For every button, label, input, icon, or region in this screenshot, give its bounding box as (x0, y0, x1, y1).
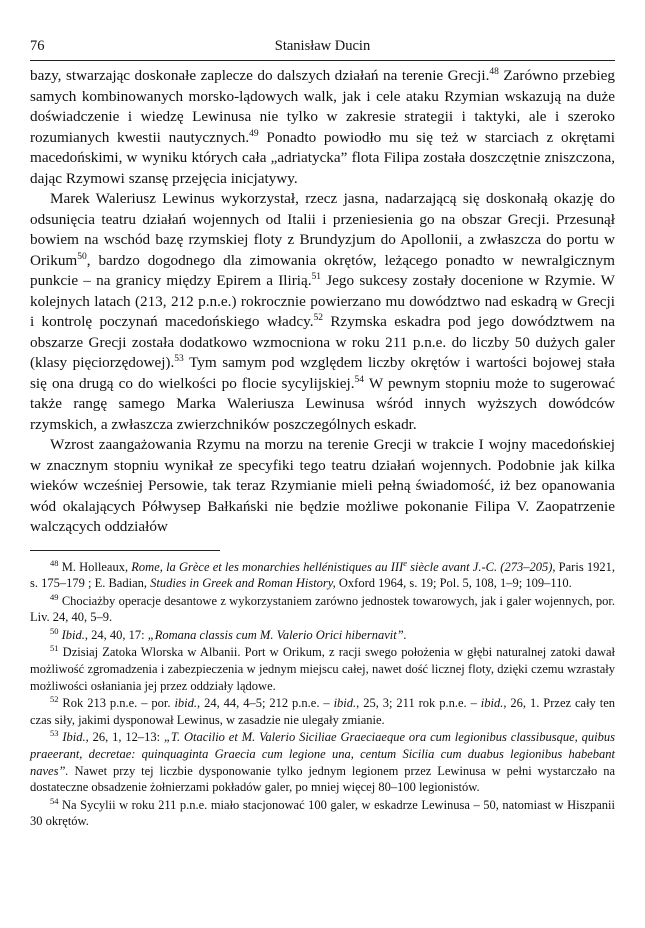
footnote-53: $^{53}$ Ibid., 26, 1, 12–13: „T. Otacilio et M. Valerio Siciliae Graeciaeque ora cum legionibus classibusque, quibus praeerant, decretae: quinquaginta Graecia cum legione una, centum Sicilia cum duabus legionibus habebant naves”. Nawet przy tej liczbie dysponowanie tylko jednym legionem przez Lewinusa w pełni wystarczało na dostateczne obsadzenie żołnierzami pokładów galer, po mniej więcej 80–100 legionistów. (30, 728, 615, 795)
header-rule (30, 60, 615, 61)
page-number: 76 (30, 38, 45, 54)
footnote-ref: 49 (249, 128, 259, 139)
paragraph-1: bazy, stwarzając doskonałe zaplecze do dalszych działań na terenie Grecji.$^{48}$ Zarówno przebieg samych kombinowanych morsko-lądowych walk, jak i cele ataku Rzymian wskazują na duże doświadczenie i wiedzę Lewinusa nie tylko w zakresie strategii i taktyki, ale i szeroko rozumianych kwestii nautycznych.$^{49}$ Ponadto powiodło mu się też w starciach z okrętami macedońskimi, w wyniku których cała „adriatycka” flota Filipa została doszczętnie zniszczona, dając Rzymowi szansę przejęcia inicjatywy. (30, 66, 615, 187)
page-header (30, 38, 615, 58)
footnote-51: $^{51}$ Dzisiaj Zatoka Wlorska w Albanii. Port w Orikum, z racji swego położenia w głębi naturalnej zatoki dawał możliwość zgromadzenia i zabezpieczenia w jednym miejscu całej, nawet dość licznej floty, dzięki czemu wzrastały możliwości osłaniania jej przez oddziały lądowe. (30, 643, 615, 693)
footnote-ref: 48 (489, 66, 499, 77)
footnote-ref: 54 (354, 374, 365, 385)
footnote-49: $^{49}$ Chociażby operacje desantowe z wykorzystaniem zarówno jednostek towarowych, jak i galer wojennych, por. Liv. 24, 40, 5–9. (30, 591, 615, 625)
book-page (30, 38, 615, 831)
footnotes (30, 559, 615, 831)
running-title: Stanisław Ducin (274, 38, 371, 54)
footnote-50: $^{50}$ Ibid., 24, 40, 17: „Romana classis cum M. Valerio Orici hibernavit”. (50, 625, 407, 642)
footnote-54: $^{54}$ Na Sycylii w roku 211 p.n.e. miało stacjonować 100 galer, w eskadrze Lewinusa – 50, natomiast w Hiszpanii 30 okrętów. (30, 795, 615, 829)
footnote-ref: 50 (77, 251, 87, 262)
footnote-52: $^{52}$ Rok 213 p.n.e. – por. ibid., 24, 44, 4–5; 212 p.n.e. – ibid., 25, 3; 211 rok p.n.e. – ibid., 26, 1. Przez cały ten czas siły, jakimi dysponował Lewinus, w zasadzie nie ulegały zmianie. (30, 694, 615, 727)
footnote-ref: 52 (313, 312, 323, 323)
footnote-ref: 53 (174, 353, 184, 364)
footnote-48: $^{48}$ M. Holleaux, Rome, la Grèce et les monarchies hellénistiques au IIIe siècle avant J.-C. (273–205), Paris 1921, s. 175–179 ; E. Badian, Studies in Greek and Roman History, Oxford 1964, s. 19; Pol. 5, 108, 1–9; 109–110. (30, 557, 616, 591)
footnote-ref: 51 (311, 271, 322, 282)
paragraph-2: Marek Waleriusz Lewinus wykorzystał, rzecz jasna, nadarzającą się doskonałą okazję do odsunięcia teatru działań wojennych od Italii i przeniesienia go na obszar Grecji. Przesunął bowiem na wschód bazę rzymskiej floty z Brundyzjum do Apollonii, a zwłaszcza do portu w Orikum$^{50}$, bardzo dogodnego dla zimowania okrętów, leżącego ponadto w newralgicznym punkcie – na granicy między Epirem a Ilirią.$^{51}$ Jego sukcesy zostały docenione w Rzymie. W kolejnych latach (213, 212 p.n.e.) rokrocznie powierzano mu dowództwo nad eskadrą w Grecji i kontrolę poczynań macedońskiego władcy.$^{52}$ Rzymska eskadra pod jego dowództwem na obszarze Grecji została dodatkowo wzmocniona w roku 211 p.n.e. do liczby 50 dużych galer (klasy pięciorzędowej).$^{53}$ Tym samym pod względem liczby okrętów i wartości bojowej stała się ona drugą co do wielkości po flocie sycylijskiej.$^{54}$ W pewnym stopniu może to sugerować także rangę samego Marka Waleriusza Lewinusa wśród innych wyższych dowódców rzymskich, a zwłaszcza zwierzchników poszczególnych eskadr. (30, 190, 615, 433)
body-text (30, 66, 615, 538)
footnote-rule (30, 550, 220, 551)
paragraph-3: Wzrost zaangażowania Rzymu na morzu na terenie Grecji w trakcie I wojny macedońskiej w znacznym stopniu wynikał ze specyfiki tego teatru działań wojennych. Podobnie jak kilka wieków wcześniej Persowie, tak teraz Rzymianie mieli pełną świadomość, iż bez opanowania wód okalających Półwysep Bałkański nie będzie możliwe pokonanie Filipa V. Zaopatrzenie walczących oddziałów (30, 436, 615, 535)
